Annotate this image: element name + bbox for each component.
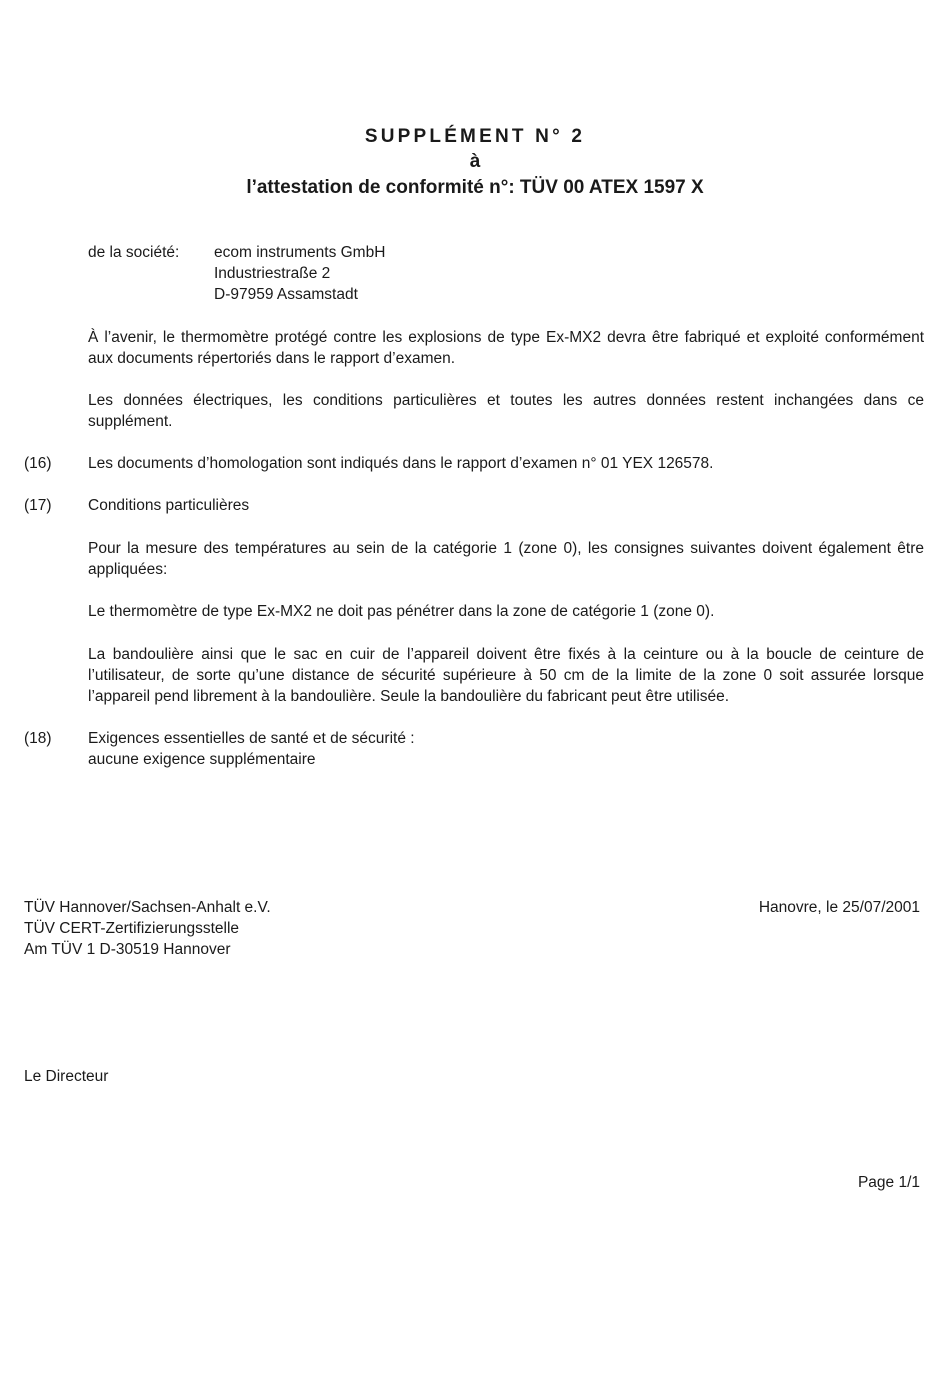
intro-paragraph-2: Les données électriques, les conditions particulières et toutes les autres données restent inchangées dans ce supplément. (88, 392, 924, 430)
section-16-number: (16) (24, 455, 52, 472)
section-18-text: aucune exigence supplémentaire (88, 751, 316, 768)
section-17-paragraph-2: Le thermomètre de type Ex-MX2 ne doit pas pénétrer dans la zone de catégorie 1 (zone 0). (88, 603, 715, 620)
section-17-heading: Conditions particulières (88, 497, 250, 514)
issuer-address: Am TÜV 1 D-30519 Hannover (24, 941, 231, 958)
page-number: Page 1/1 (857, 1174, 920, 1191)
section-17-paragraph-3: La bandoulière ainsi que le sac en cuir de l’appareil doivent être fixés à la ceinture ou à la boucle de ceinture de l’utilisateur, de sorte qu’une distance de sécurité supérieure à 50 cm de la limite de la zone 0 soit assurée lorsque l’appareil pend librement à la bandoulière. Seule la bandoulière du fabricant peut être utilisée. (88, 646, 924, 705)
issuer-department: TÜV CERT-Zertifizierungsstelle (24, 920, 240, 937)
company-label: de la société: (88, 244, 180, 261)
intro-paragraph-1: À l’avenir, le thermomètre protégé contre les explosions de type Ex-MX2 devra être fabriqué et exploité conformément aux documents répertoriés dans le rapport d’examen. (88, 329, 924, 367)
certificate-reference: l’attestation de conformité n°: TÜV 00 ATEX 1597 X (246, 177, 704, 198)
section-18-heading: Exigences essentielles de santé et de sécurité : (88, 730, 415, 747)
section-16-text: Les documents d’homologation sont indiqués dans le rapport d’examen n° 01 YEX 126578. (88, 455, 714, 472)
section-18-number: (18) (24, 730, 52, 747)
company-city: D-97959 Assamstadt (214, 286, 358, 303)
section-17-number: (17) (24, 497, 52, 514)
place-and-date: Hanovre, le 25/07/2001 (758, 899, 920, 916)
company-name: ecom instruments GmbH (214, 244, 386, 261)
signatory-title: Le Directeur (24, 1068, 109, 1085)
issuer-name: TÜV Hannover/Sachsen-Anhalt e.V. (24, 899, 271, 916)
document-title: SUPPLÉMENT N° 2 (364, 126, 586, 147)
title-connector: à (469, 151, 481, 172)
company-street: Industriestraße 2 (214, 265, 331, 282)
section-17-paragraph-1: Pour la mesure des températures au sein de la catégorie 1 (zone 0), les consignes suivantes doivent également être appliquées: (88, 540, 924, 578)
